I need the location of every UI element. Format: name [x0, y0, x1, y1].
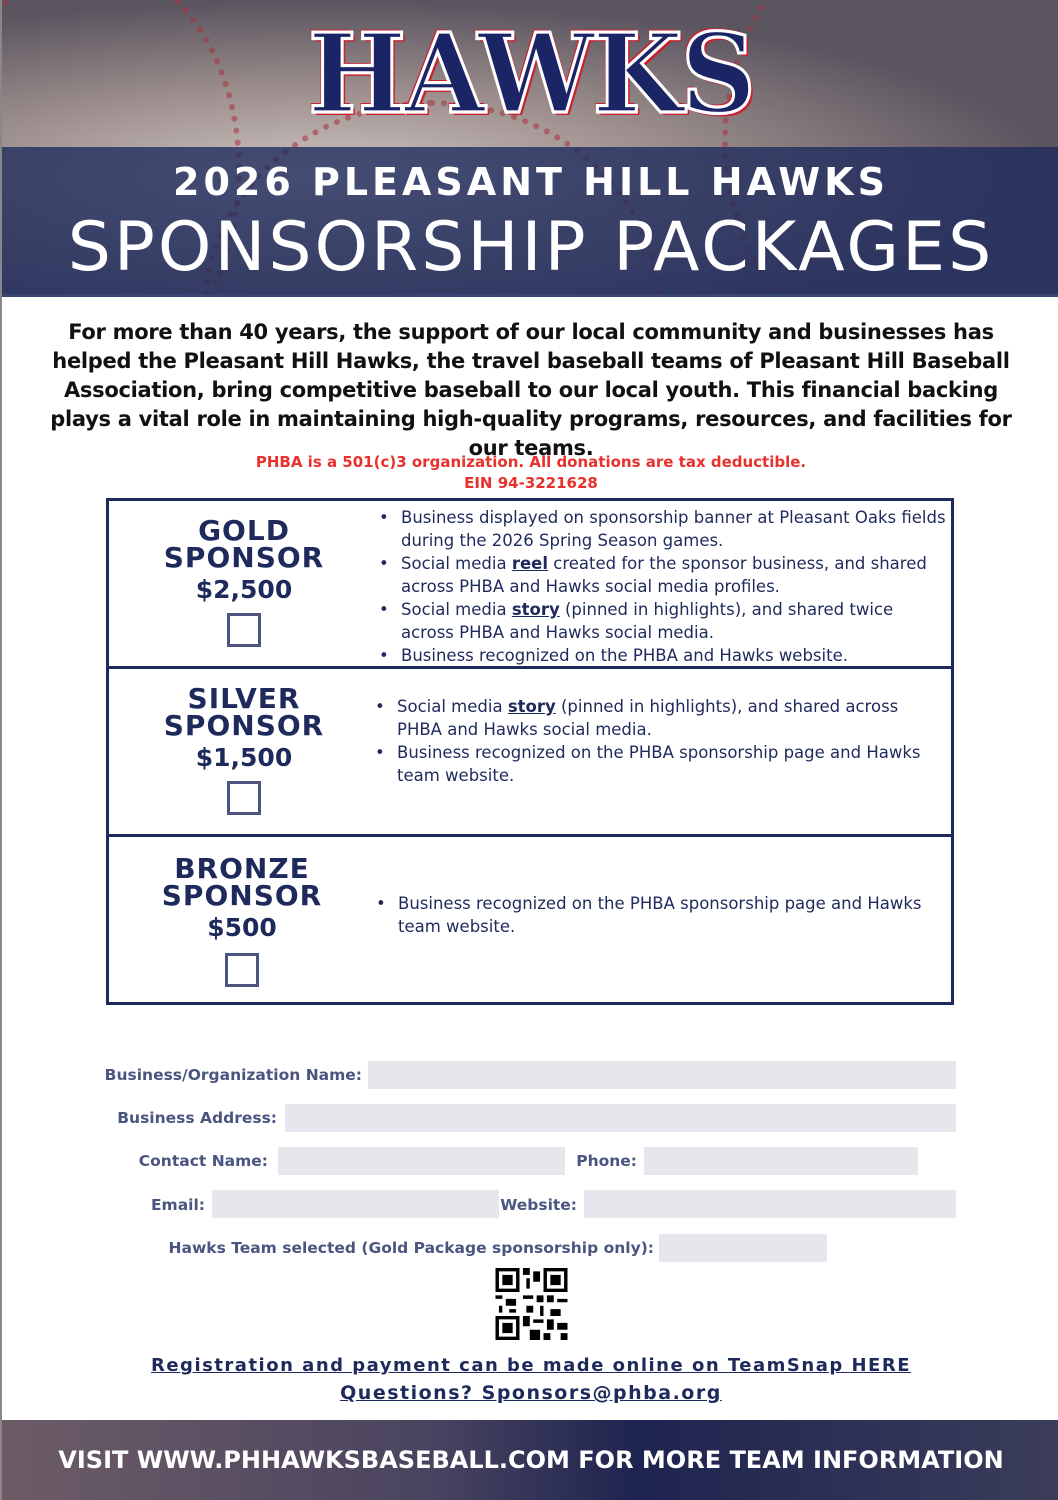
team-input[interactable]: [659, 1234, 827, 1262]
intro-paragraph: For more than 40 years, the support of our local community and businesses has helped the Pleasant Hill Hawks, the travel baseball teams of Pleasant Hill Baseball Association, bring competitive baseball to our local youth. This financial backing plays a vital role in maintaining high-quality programs, resources, and facilities for our teams.: [50, 320, 1012, 460]
phone-input[interactable]: [644, 1147, 918, 1175]
tier-name-line: GOLD: [198, 514, 290, 547]
tier-name-line: SPONSOR: [163, 709, 325, 742]
tier-title: [139, 682, 349, 772]
page-subtitle: 2026 PLEASANT HILL HAWKS: [173, 160, 889, 204]
benefit-item: • Social media story (pinned in highlights), and shared twice across PHBA and Hawks social media.: [399, 598, 947, 644]
benefit-list: [396, 892, 944, 938]
tier-name-line: BRONZE: [174, 852, 310, 885]
contact-name-input[interactable]: [278, 1147, 565, 1175]
benefit-item: • Business recognized on the PHBA sponsorship page and Hawks team website.: [396, 892, 944, 938]
contact-name-label: Contact Name:: [138, 1152, 268, 1170]
team-label: Hawks Team selected (Gold Package sponsorship only):: [168, 1239, 654, 1257]
teamsnap-registration-link[interactable]: Registration and payment can be made online on TeamSnap HERE: [150, 1355, 912, 1376]
phone-label: Phone:: [576, 1152, 637, 1170]
footer-banner: VISIT WWW.PHHAWKSBASEBALL.COM FOR MORE TEAM INFORMATION: [2, 1420, 1058, 1500]
tier-silver: [109, 669, 951, 837]
tier-gold: [109, 501, 951, 669]
business-address-label: Business Address:: [117, 1109, 277, 1127]
website-label: Website:: [500, 1196, 577, 1214]
tier-price: $1,500: [195, 743, 293, 772]
story-link: story: [511, 600, 560, 619]
website-input[interactable]: [584, 1190, 956, 1218]
sponsorship-tiers: [106, 498, 954, 1005]
qr-code-icon[interactable]: [495, 1268, 568, 1340]
tier-title: [139, 514, 349, 604]
tier-title: [137, 852, 347, 942]
reel-link: reel: [511, 554, 548, 573]
tier-price: $2,500: [195, 575, 293, 604]
bronze-checkbox[interactable]: [225, 953, 259, 987]
tier-bronze: [109, 837, 951, 1005]
benefit-item: • Social media story (pinned in highlights), and shared across PHBA and Hawks social media.: [395, 695, 943, 741]
benefit-item: • Business recognized on the PHBA and Hawks website.: [399, 644, 947, 667]
ein: EIN 94-3221628: [464, 474, 598, 492]
questions-email-link[interactable]: Questions? Sponsors@phba.org: [340, 1382, 722, 1404]
business-name-label: Business/Organization Name:: [104, 1066, 362, 1084]
hawks-logo: HAWKS: [307, 8, 755, 139]
tier-name-line: SILVER: [187, 682, 301, 715]
business-name-input[interactable]: [368, 1061, 956, 1089]
benefit-list: [399, 506, 947, 667]
story-link: story: [507, 697, 556, 716]
benefit-list: [395, 695, 943, 787]
silver-checkbox[interactable]: [227, 781, 261, 815]
benefit-item: • Business displayed on sponsorship banner at Pleasant Oaks fields during the 2026 Spring Season games.: [399, 506, 947, 552]
benefit-item: • Social media reel created for the sponsor business, and shared across PHBA and Hawks social media profiles.: [399, 552, 947, 598]
tier-name-line: SPONSOR: [163, 541, 325, 574]
email-input[interactable]: [212, 1190, 499, 1218]
email-label: Email:: [150, 1196, 205, 1214]
business-address-input[interactable]: [285, 1104, 956, 1132]
tier-price: $500: [207, 913, 277, 942]
tax-status: PHBA is a 501(c)3 organization. All donations are tax deductible.: [255, 453, 807, 471]
page-title: SPONSORSHIP PACKAGES: [67, 208, 995, 287]
gold-checkbox[interactable]: [227, 613, 261, 647]
tier-name-line: SPONSOR: [161, 879, 323, 912]
benefit-item: • Business recognized on the PHBA sponsorship page and Hawks team website.: [395, 741, 943, 787]
tax-notice: [2, 452, 1058, 494]
